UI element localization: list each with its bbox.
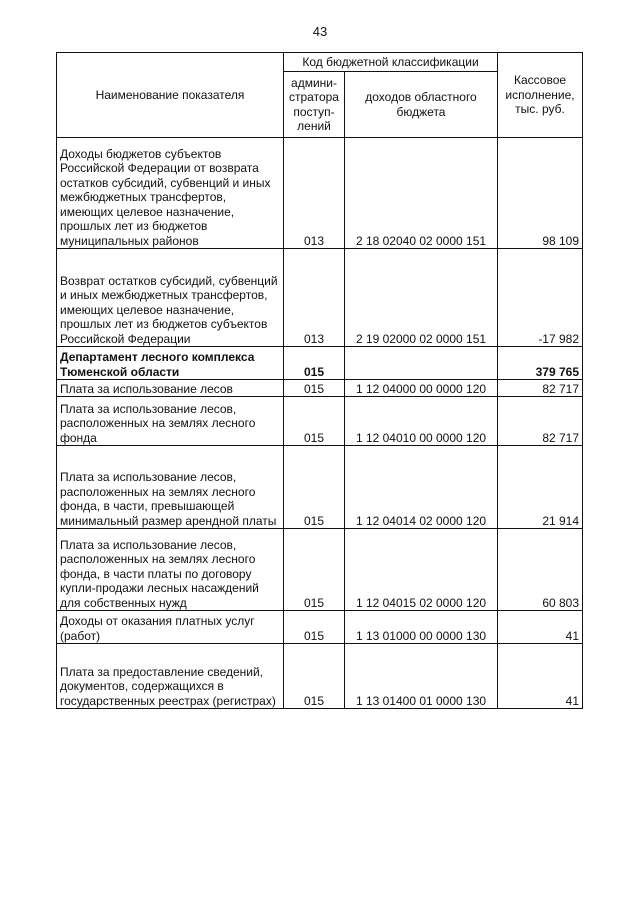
- header-income: доходов областного бюджета: [345, 72, 498, 138]
- row-admin-code: 015: [284, 529, 345, 611]
- row-income-code: 2 18 02040 02 0000 151: [345, 138, 498, 249]
- table-row: [57, 249, 583, 347]
- table-header: [57, 53, 583, 138]
- row-name: Плата за использование лесов: [57, 380, 284, 397]
- table-row: [57, 529, 583, 611]
- row-amount: 98 109: [498, 138, 583, 249]
- row-name: Доходы бюджетов субъектов Российской Федерации от возврата остатков субсидий, субвенций и иных межбюджетных трансфертов, имеющих целевое назначение, прошлых лет из бюджетов муниципальных районов: [57, 138, 284, 249]
- header-admin: админи-стратора поступ-лений: [284, 72, 345, 138]
- row-name: Департамент лесного комплекса Тюменской области: [57, 347, 284, 380]
- table-row: [57, 397, 583, 446]
- page-number: 43: [312, 24, 328, 39]
- row-admin-code: 013: [284, 138, 345, 249]
- row-name: Плата за использование лесов, расположенных на землях лесного фонда, в части платы по договору купли-продажи лесных насаждений для собственных нужд: [57, 529, 284, 611]
- table-row: [57, 644, 583, 709]
- row-name: Плата за использование лесов, расположенных на землях лесного фонда, в части, превышающей минимальный размер арендной платы: [57, 446, 284, 529]
- row-admin-code: 015: [284, 611, 345, 644]
- row-amount: 41: [498, 611, 583, 644]
- row-admin-code: 015: [284, 446, 345, 529]
- row-name: Плата за использование лесов, расположенных на землях лесного фонда: [57, 397, 284, 446]
- row-income-code: 1 12 04014 02 0000 120: [345, 446, 498, 529]
- row-name: Доходы от оказания платных услуг (работ): [57, 611, 284, 644]
- row-income-code: 1 13 01000 00 0000 130: [345, 611, 498, 644]
- row-admin-code: 015: [284, 347, 345, 380]
- table-row: [57, 380, 583, 397]
- budget-table: [56, 52, 583, 709]
- table-row: [57, 611, 583, 644]
- row-name: Плата за предоставление сведений, документов, содержащихся в государственных реестрах (регистрах): [57, 644, 284, 709]
- row-amount: 82 717: [498, 380, 583, 397]
- row-amount: 82 717: [498, 397, 583, 446]
- table-row: [57, 347, 583, 380]
- row-income-code: 1 12 04000 00 0000 120: [345, 380, 498, 397]
- row-income-code: 1 12 04015 02 0000 120: [345, 529, 498, 611]
- row-amount: 379 765: [498, 347, 583, 380]
- row-admin-code: 015: [284, 644, 345, 709]
- header-execution: Кассовое исполнение, тыс. руб.: [498, 53, 583, 138]
- row-amount: -17 982: [498, 249, 583, 347]
- row-amount: 60 803: [498, 529, 583, 611]
- row-admin-code: 013: [284, 249, 345, 347]
- table-row: [57, 138, 583, 249]
- row-income-code: 2 19 02000 02 0000 151: [345, 249, 498, 347]
- row-name: Возврат остатков субсидий, субвенций и иных межбюджетных трансфертов, имеющих целевое назначение, прошлых лет из бюджетов субъектов Российской Федерации: [57, 249, 284, 347]
- table-row: [57, 446, 583, 529]
- row-income-code: [345, 347, 498, 380]
- header-name: Наименование показателя: [57, 53, 284, 138]
- row-admin-code: 015: [284, 397, 345, 446]
- row-amount: 41: [498, 644, 583, 709]
- row-income-code: 1 13 01400 01 0000 130: [345, 644, 498, 709]
- row-amount: 21 914: [498, 446, 583, 529]
- row-admin-code: 015: [284, 380, 345, 397]
- row-income-code: 1 12 04010 00 0000 120: [345, 397, 498, 446]
- header-budget-code: Код бюджетной классификации: [284, 53, 498, 72]
